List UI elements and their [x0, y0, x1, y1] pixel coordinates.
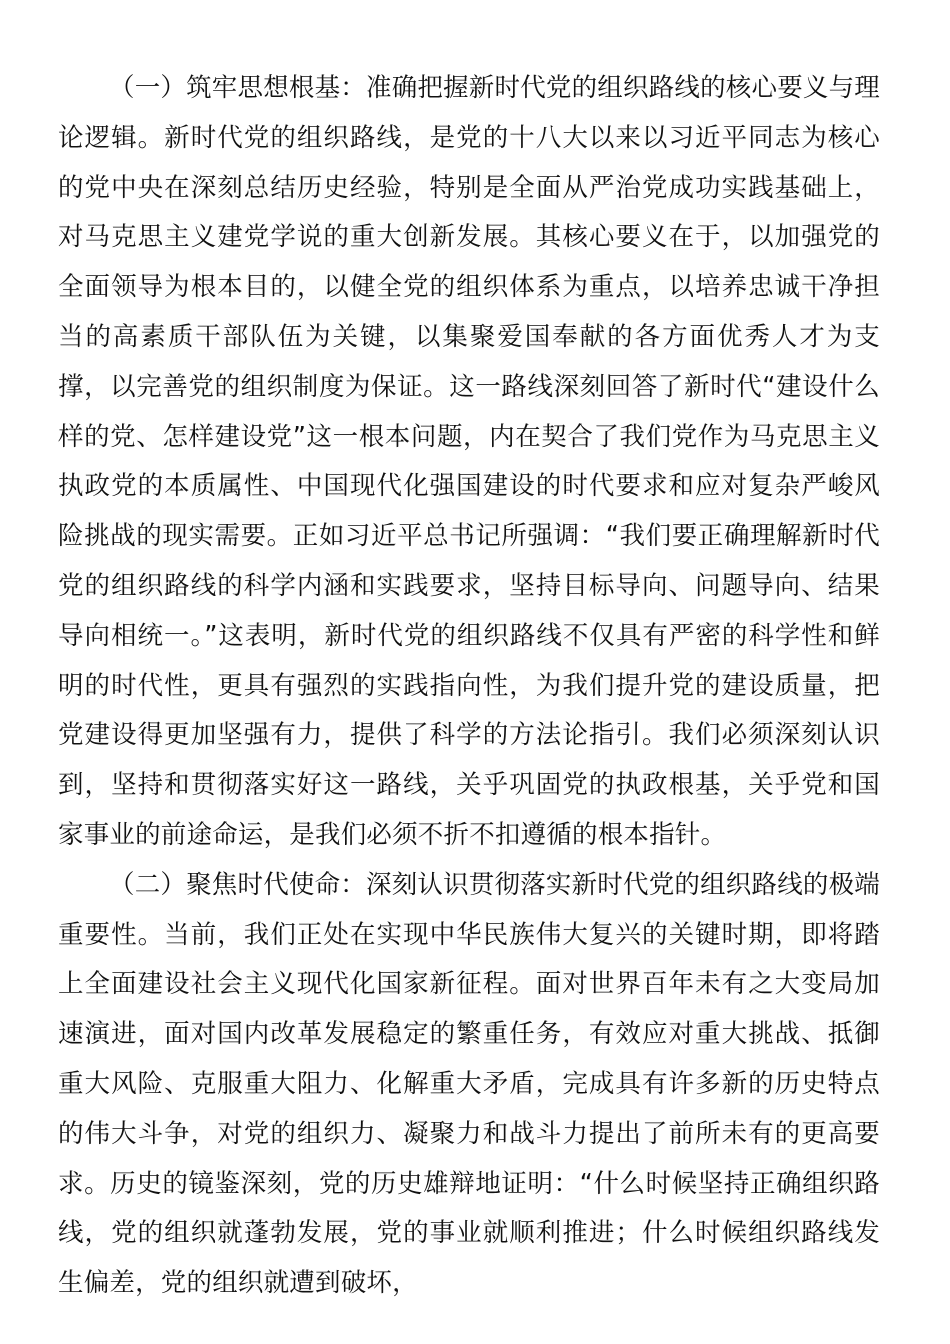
document-body [58, 64, 880, 1309]
paragraph-2: （二）聚焦时代使命：深刻认识贯彻落实新时代党的组织路线的极端重要性。当前，我们正处在实现中华民族伟大复兴的关键时期，即将踏上全面建设社会主义现代化国家新征程。面对世界百年未有之大变局加速演进，面对国内改革发展稳定的繁重任务，有效应对重大挑战、抵御重大风险、克服重大阻力、化解重大矛盾，完成具有许多新的历史特点的伟大斗争，对党的组织力、凝聚力和战斗力提出了前所未有的更高要求。历史的镜鉴深刻，党的历史雄辩地证明：“什么时候坚持正确组织路线，党的组织就蓬勃发展，党的事业就顺利推进；什么时候组织路线发生偏差，党的组织就遭到破坏， [58, 869, 881, 1299]
paragraph-1: （一）筑牢思想根基：准确把握新时代党的组织路线的核心要义与理论逻辑。新时代党的组织路线，是党的十八大以来以习近平同志为核心的党中央在深刻总结历史经验，特别是全面从严治党成功实践基础上，对马克思主义建党学说的重大创新发展。其核心要义在于，以加强党的全面领导为根本目的，以健全党的组织体系为重点，以培养忠诚干净担当的高素质干部队伍为关键，以集聚爱国奉献的各方面优秀人才为支撑，以完善党的组织制度为保证。这一路线深刻回答了新时代“建设什么样的党、怎样建设党”这一根本问题，内在契合了我们党作为马克思主义执政党的本质属性、中国现代化强国建设的时代要求和应对复杂严峻风险挑战的现实需要。正如习近平总书记所强调：“我们要正确理解新时代党的组织路线的科学内涵和实践要求，坚持目标导向、问题导向、结果导向相统一。”这表明，新时代党的组织路线不仅具有严密的科学性和鲜明的时代性，更具有强烈的实践指向性，为我们提升党的建设质量，把党建设得更加坚强有力，提供了科学的方法论指引。我们必须深刻认识到，坚持和贯彻落实好这一路线，关乎巩固党的执政根基，关乎党和国家事业的前途命运，是我们必须不折不扣遵循的根本指针。 [58, 73, 881, 850]
